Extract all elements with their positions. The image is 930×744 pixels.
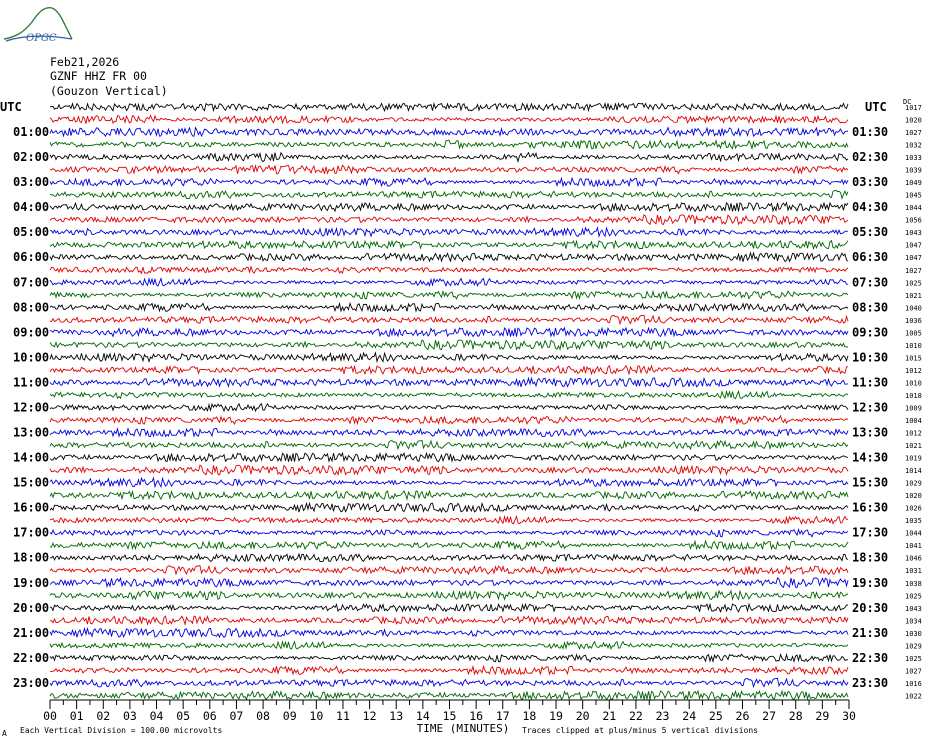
x-tick-label: 05 xyxy=(176,709,191,723)
trace-line xyxy=(50,340,848,350)
trace-line xyxy=(50,517,848,524)
trace-line xyxy=(50,591,848,600)
left-hour-label: 22:00 xyxy=(13,650,50,665)
x-tick-label: 10 xyxy=(309,709,324,723)
dc-offset-label: 1012 xyxy=(905,429,922,438)
dc-offset-label: 1012 xyxy=(905,366,922,375)
dc-offset-label: 1021 xyxy=(905,442,922,451)
right-hour-label: 05:30 xyxy=(852,225,889,240)
right-hour-label: 07:30 xyxy=(852,275,889,290)
dc-offset-label: 1032 xyxy=(905,141,922,150)
trace-line xyxy=(50,153,848,162)
dc-offset-label: 1029 xyxy=(905,479,922,488)
right-hour-label: 14:30 xyxy=(852,450,889,465)
right-hour-label: 13:30 xyxy=(852,425,889,440)
dc-offset-label: 1010 xyxy=(905,379,922,388)
logo-text: OPGC xyxy=(26,33,57,44)
hour-labels xyxy=(0,98,922,700)
trace-line xyxy=(50,465,848,475)
trace-line xyxy=(50,491,848,499)
trace-line xyxy=(50,391,848,398)
dc-offset-label: 1027 xyxy=(905,266,922,275)
dc-offset-label: 1021 xyxy=(905,291,922,300)
corner-mark: A xyxy=(2,729,7,738)
trace-line xyxy=(50,566,848,575)
dc-offset-label: 1040 xyxy=(905,304,922,313)
dc-offset-label: 1031 xyxy=(905,567,922,576)
trace-line xyxy=(50,666,848,674)
trace-line xyxy=(50,291,848,299)
x-tick-label: 20 xyxy=(575,709,590,723)
left-hour-label: 05:00 xyxy=(13,225,50,240)
right-hour-label: 16:30 xyxy=(852,500,889,515)
trace-line xyxy=(50,140,848,149)
x-tick-label: 07 xyxy=(229,709,244,723)
right-hour-label: 23:30 xyxy=(852,675,889,690)
x-tick-label: 02 xyxy=(96,709,111,723)
dc-offset-label: 1044 xyxy=(905,204,922,213)
dc-offset-label: 1043 xyxy=(905,229,922,238)
left-hour-label: 18:00 xyxy=(13,550,50,565)
left-hour-label: 17:00 xyxy=(13,525,50,540)
dc-offset-label: 1014 xyxy=(905,467,922,476)
dc-offset-label: 1018 xyxy=(905,391,922,400)
x-tick-label: 04 xyxy=(149,709,164,723)
left-hour-label: 12:00 xyxy=(13,400,50,415)
x-tick-label: 03 xyxy=(122,709,137,723)
x-tick-label: 29 xyxy=(815,709,830,723)
left-hour-label: 02:00 xyxy=(13,150,50,165)
x-tick-label: 15 xyxy=(442,709,457,723)
dc-offset-label: 1004 xyxy=(905,417,922,425)
right-hour-label: 19:30 xyxy=(852,575,889,590)
trace-line xyxy=(50,190,848,198)
x-tick-label: 28 xyxy=(788,709,803,723)
right-hour-label: 06:30 xyxy=(852,250,889,265)
x-axis-title: TIME (MINUTES) xyxy=(416,722,510,735)
trace-line xyxy=(50,366,848,374)
x-tick-label: 14 xyxy=(415,709,430,723)
trace-line xyxy=(50,554,848,562)
trace-line xyxy=(50,378,848,387)
trace-line xyxy=(50,404,848,411)
right-hour-label: 18:30 xyxy=(852,550,889,565)
dc-offset-label: 1044 xyxy=(905,529,922,538)
seismic-traces xyxy=(50,103,848,699)
left-hour-label: 07:00 xyxy=(13,275,50,290)
x-tick-label: 23 xyxy=(655,709,670,723)
trace-line xyxy=(50,203,848,212)
trace-line xyxy=(50,116,848,124)
dc-offset-label: 1045 xyxy=(905,191,922,200)
trace-line xyxy=(50,228,848,237)
trace-line xyxy=(50,503,848,512)
dc-offset-label: 1036 xyxy=(905,316,922,325)
x-tick-label: 25 xyxy=(708,709,723,723)
trace-line xyxy=(50,103,848,110)
x-tick-label: 21 xyxy=(602,709,617,723)
dc-offset-label: 1025 xyxy=(905,654,922,663)
station-name: (Gouzon Vertical) xyxy=(50,84,168,98)
right-hour-label: 02:30 xyxy=(852,150,889,165)
right-hour-label: 22:30 xyxy=(852,650,889,665)
x-tick-label: 27 xyxy=(762,709,777,723)
trace-line xyxy=(50,253,848,262)
trace-line xyxy=(50,628,848,637)
left-hour-label: 06:00 xyxy=(13,250,50,265)
trace-line xyxy=(50,541,848,549)
trace-line xyxy=(50,328,848,337)
trace-line xyxy=(50,267,848,274)
trace-line xyxy=(50,303,848,311)
dc-offset-label: 1039 xyxy=(905,166,922,175)
trace-line xyxy=(50,429,848,437)
x-tick-label: 30 xyxy=(842,709,856,723)
x-tick-label: 00 xyxy=(43,709,57,723)
dc-offset-label: 1020 xyxy=(905,492,922,501)
x-tick-label: 11 xyxy=(336,709,350,723)
right-hour-label: 03:30 xyxy=(852,175,889,190)
trace-line xyxy=(50,416,848,424)
right-hour-label: 15:30 xyxy=(852,475,889,490)
dc-offset-label: 1016 xyxy=(905,679,922,688)
trace-line xyxy=(50,530,848,537)
dc-offset-label: 1009 xyxy=(905,404,922,413)
left-hour-label: 03:00 xyxy=(13,175,50,190)
right-hour-label: 01:30 xyxy=(852,125,889,140)
left-hour-label: 13:00 xyxy=(13,425,50,440)
left-hour-label: 11:00 xyxy=(13,375,50,390)
right-hour-label: 20:30 xyxy=(852,600,889,615)
x-tick-label: 16 xyxy=(469,709,484,723)
left-hour-label: 14:00 xyxy=(13,450,50,465)
right-hour-label: 21:30 xyxy=(852,625,889,640)
left-hour-label: 10:00 xyxy=(13,350,50,365)
left-utc-label: UTC xyxy=(0,100,22,114)
x-tick-label: 26 xyxy=(735,709,750,723)
dc-offset-label: 1027 xyxy=(905,667,922,676)
left-hour-label: 15:00 xyxy=(13,475,50,490)
trace-line xyxy=(50,241,848,249)
left-hour-label: 09:00 xyxy=(13,325,50,340)
clip-note: Traces clipped at plus/minus 5 vertical divisions xyxy=(522,726,759,735)
trace-line xyxy=(50,616,848,624)
dc-offset-label: 1043 xyxy=(905,604,922,613)
x-tick-label: 09 xyxy=(282,709,297,723)
trace-line xyxy=(50,178,848,186)
dc-offset-label: 1034 xyxy=(905,617,922,626)
trace-line xyxy=(50,642,848,649)
left-hour-label: 04:00 xyxy=(13,200,50,215)
trace-line xyxy=(50,165,848,173)
trace-line xyxy=(50,654,848,662)
trace-line xyxy=(50,478,848,487)
dc-offset-label: 1026 xyxy=(905,504,922,513)
dc-offset-label: 1022 xyxy=(905,692,922,701)
trace-line xyxy=(50,441,848,450)
dc-offset-label: 1005 xyxy=(905,329,922,338)
trace-line xyxy=(50,279,848,286)
right-hour-label: 12:30 xyxy=(852,400,889,415)
dc-offset-label: 1020 xyxy=(905,116,922,125)
trace-line xyxy=(50,678,848,686)
dc-offset-label: 1027 xyxy=(905,129,922,138)
dc-offset-label: 1033 xyxy=(905,154,922,163)
dc-offset-label: 1047 xyxy=(905,241,922,250)
x-tick-label: 18 xyxy=(522,709,537,723)
right-hour-label: 11:30 xyxy=(852,375,889,390)
dc-offset-label: 1030 xyxy=(905,629,922,638)
channel-code: GZNF HHZ FR 00 xyxy=(50,69,147,83)
left-hour-label: 01:00 xyxy=(13,125,50,140)
left-hour-label: 21:00 xyxy=(13,625,50,640)
trace-line xyxy=(50,691,848,700)
dc-offset-label: 1029 xyxy=(905,642,922,651)
dc-column-label: DC xyxy=(903,98,912,106)
dc-offset-label: 1025 xyxy=(905,279,922,288)
dc-offset-label: 1035 xyxy=(905,517,922,526)
x-tick-label: 22 xyxy=(629,709,643,723)
trace-line xyxy=(50,128,848,137)
trace-line xyxy=(50,604,848,612)
trace-line xyxy=(50,578,848,588)
right-hour-label: 10:30 xyxy=(852,350,889,365)
left-hour-label: 20:00 xyxy=(13,600,50,615)
dc-offset-label: 1019 xyxy=(905,454,922,463)
dc-offset-label: 1049 xyxy=(905,179,922,188)
x-tick-label: 13 xyxy=(389,709,404,723)
x-tick-label: 24 xyxy=(682,709,697,723)
dc-offset-label: 1047 xyxy=(905,254,922,263)
left-hour-label: 08:00 xyxy=(13,300,50,315)
right-hour-label: 09:30 xyxy=(852,325,889,340)
trace-line xyxy=(50,215,848,225)
dc-offset-label: 1038 xyxy=(905,579,922,588)
x-tick-label: 01 xyxy=(69,709,84,723)
dc-offset-label: 1056 xyxy=(905,216,922,225)
dc-offset-label: 1015 xyxy=(905,354,922,363)
record-date: Feb21,2026 xyxy=(50,55,120,69)
trace-line xyxy=(50,315,848,323)
right-hour-label: 08:30 xyxy=(852,300,889,315)
dc-offset-label: 1025 xyxy=(905,592,922,601)
dc-offset-label: 1041 xyxy=(905,542,922,551)
scale-note: Each Vertical Division = 100.00 microvolts xyxy=(20,726,223,735)
left-hour-label: 19:00 xyxy=(13,575,50,590)
dc-offset-label: 1017 xyxy=(905,104,922,112)
x-tick-label: 12 xyxy=(362,709,377,723)
dc-offset-label: 1010 xyxy=(905,341,922,350)
x-tick-label: 08 xyxy=(256,709,270,723)
x-tick-label: 17 xyxy=(495,709,510,723)
right-utc-label: UTC xyxy=(865,100,887,114)
trace-line xyxy=(50,353,848,362)
x-tick-label: 06 xyxy=(202,709,217,723)
right-hour-label: 17:30 xyxy=(852,525,889,540)
trace-line xyxy=(50,453,848,462)
right-hour-label: 04:30 xyxy=(852,200,889,215)
x-tick-label: 19 xyxy=(549,709,563,723)
left-hour-label: 16:00 xyxy=(13,500,50,515)
dc-offset-label: 1046 xyxy=(905,554,922,563)
left-hour-label: 23:00 xyxy=(13,675,50,690)
